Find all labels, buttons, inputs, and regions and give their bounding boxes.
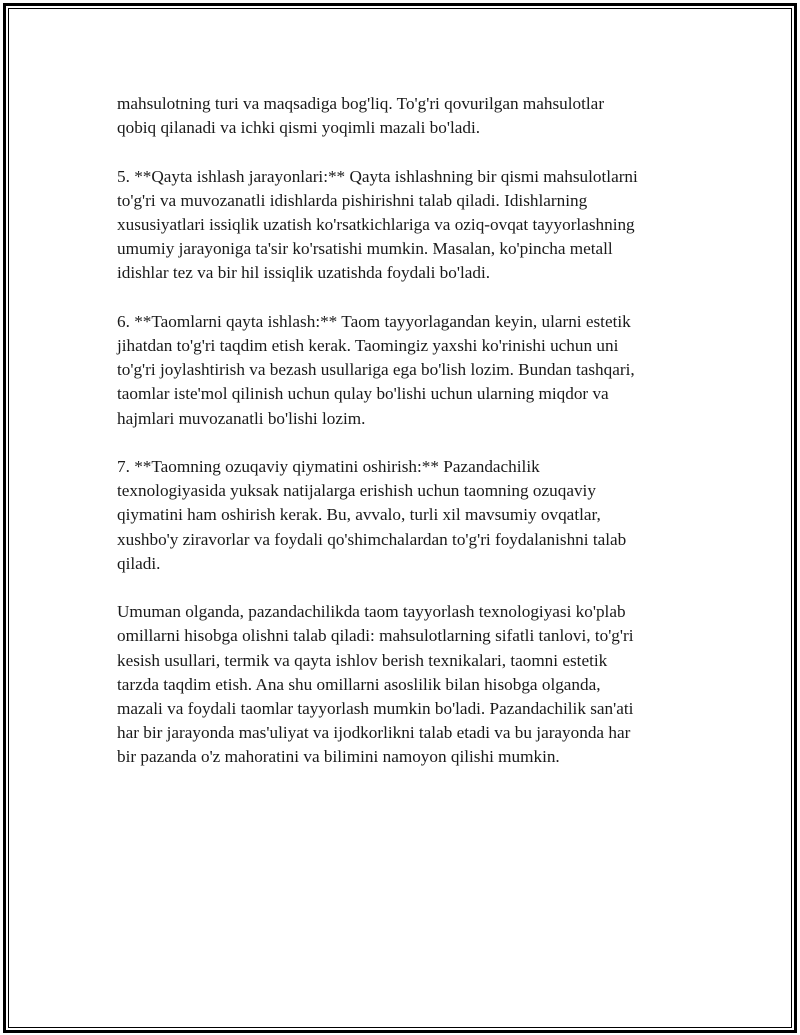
paragraph-item-5: 5. **Qayta ishlash jarayonlari:** Qayta ishlashning bir qismi mahsulotlarni to'g'ri va muvozanatli idishlarda pishirishni talab qiladi. Idishlarning xususiyatlari issiqlik uzatish ko'rsatkichlariga va oziq-ovqat tayyorlashning umumiy jarayoniga ta'sir ko'rsatishi mumkin. Masalan, ko'pincha metall idishlar tez va bir hil issiqlik uzatishda foydali bo'ladi. [117, 166, 638, 283]
paragraph-item-6: 6. **Taomlarni qayta ishlash:** Taom tayyorlagandan keyin, ularni estetik jihatdan to'g'ri taqdim etish kerak. Taomingiz yaxshi ko'rinishi uchun uni to'g'ri joylashtirish va bezash usullariga ega bo'lish lozim. Bundan tashqari, taomlar iste'mol qilinish uchun qulay bo'lishi uchun ularning miqdor va hajmlari muvozanatli bo'lishi lozim. [117, 311, 635, 428]
paragraph-conclusion: Umuman olganda, pazandachilikda taom tayyorlash texnologiyasi ko'plab omillarni hisobga olishni talab qiladi: mahsulotlarning sifatli tanlovi, to'g'ri kesish usullari, termik va qayta ishlov berish texnikalari, taomni estetik tarzda taqdim etish. Ana shu omillarni asoslilik bilan hisobga olganda, mazali va foydali taomlar tayyorlash mumkin bo'ladi. Pazandachilik san'ati har bir jarayonda mas'uliyat va ijodkorlikni talab etadi va bu jarayonda har bir pazanda o'z mahoratini va bilimini namoyon qilishi mumkin. [117, 602, 634, 767]
paragraph-continuation: mahsulotning turi va maqsadiga bog'liq. To'g'ri qovurilgan mahsulotlar qobiq qilanadi va ichki qismi yoqimli mazali bo'ladi. [117, 94, 605, 138]
document-body [117, 92, 687, 794]
paragraph-item-7: 7. **Taomning ozuqaviy qiymatini oshirish:** Pazandachilik texnologiyasida yuksak natijalarga erishish uchun taomning ozuqaviy qiymatini ham oshirish kerak. Bu, avvalo, turli xil mavsumiy ovqatlar, xushbo'y ziravorlar va foydali qo'shimchalardan to'g'ri foydalanishni talab qiladi. [117, 457, 627, 573]
